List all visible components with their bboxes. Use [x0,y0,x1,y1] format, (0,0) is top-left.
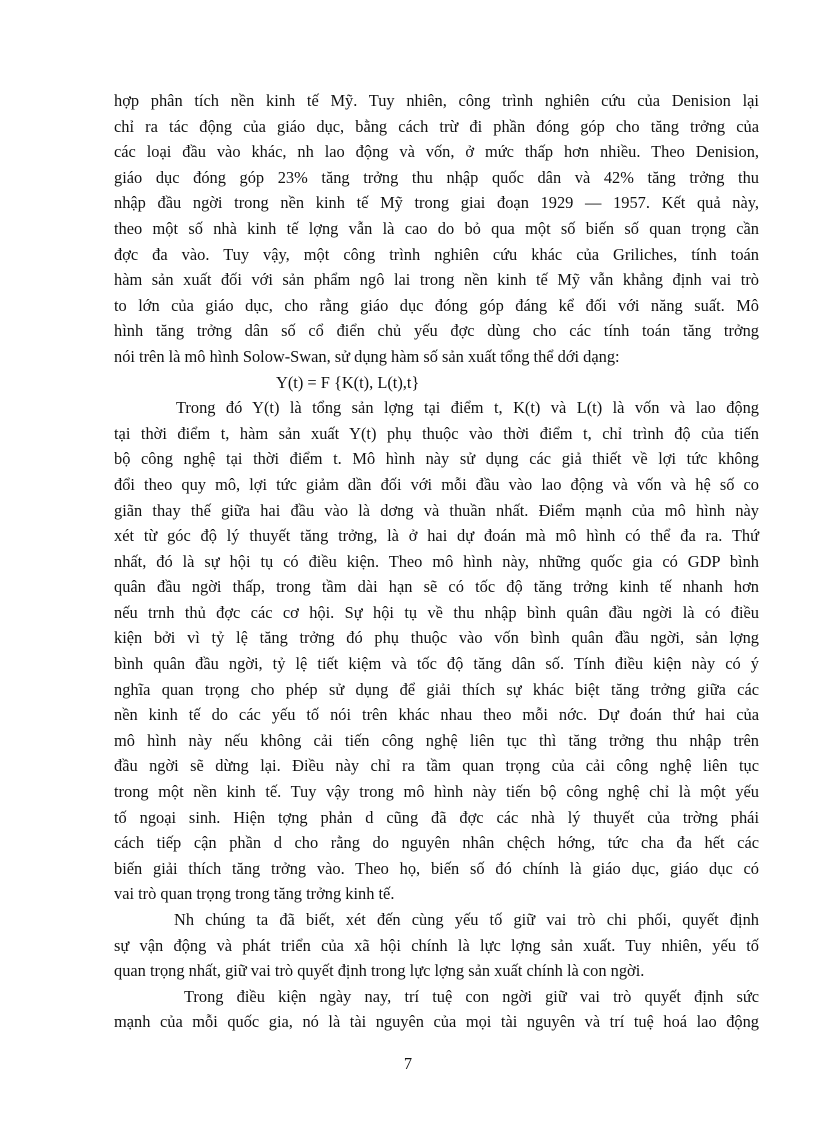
text-line: đầu ngời sẽ dừng lại. Điều này chỉ ra tầm quan trọng của cải công nghệ liên tục [114,756,759,776]
text-line: giãn thay thế giữa hai đầu vào là dơng và thuần nhất. Điểm mạnh của mô hình này [114,500,759,520]
text-line: tố ngoại sinh. Hiện tợng phản d cũng đã đợc các nhà lý thuyết của trờng phái [114,807,759,827]
text-line: nhất, đó là sự hội tụ có điều kiện. Theo mô hình này, những quốc gia có GDP bình [114,551,759,571]
text-line: to lớn của giáo dục, cho rằng giáo dục đóng góp đáng kể đối với năng suất. Mô [114,295,759,315]
text-line: quan trọng nhất, giữ vai trò quyết định trong lực lợng sản xuất chính là con ngời. [114,961,645,981]
text-line: nền kinh tế do các yếu tố nói trên khác nhau theo mỗi nớc. Dự đoán thứ hai của [114,705,759,725]
text-line: các loại đầu vào khác, nh lao động và vốn, ở mức thấp hơn nhiều. Theo Denision, [114,142,759,162]
text-line: nếu trnh thủ đợc các cơ hội. Sự hội tụ về thu nhập bình quân đầu ngời là có điều [114,602,759,622]
text-line: sự vận động và phát triển của xã hội chính là lực lợng sản xuất. Tuy nhiên, yếu tố [114,935,759,955]
text-line: nghĩa quan trọng cho phép sử dụng để giải thích sự khác biệt tăng trởng giữa các [114,679,759,699]
text-line: cách tiếp cận phần d cho rằng do nguyên nhân chệch hớng, tức cha đa hết các [114,833,759,853]
text-line: Trong điều kiện ngày nay, trí tuệ con ngời giữ vai trò quyết định sức [184,986,759,1006]
text-line: quân đầu ngời thấp, trong tầm dài hạn sẽ có tốc độ tăng trởng kinh tế nhanh hơn [114,577,759,597]
text-line: đổi theo quy mô, lợi tức giảm dần đối với mỗi đầu vào lao động và vốn và hệ số co [114,474,759,494]
text-line: hình tăng trởng dân số cổ điển chủ yếu đợc dùng cho các tính toán tăng trởng [114,321,759,341]
text-line: đợc đa vào. Tuy vậy, một công trình nghiên cứu khác của Griliches, tính toán [114,244,759,264]
text-line: mô hình này nếu không cải tiến công nghệ liên tục thì tăng trởng thu nhập trên [114,730,759,750]
text-line: giáo dục đóng góp 23% tăng trởng thu nhập quốc dân và 42% tăng trởng thu [114,167,759,187]
page-number: 7 [403,1054,413,1073]
text-line: xét từ góc độ lý thuyết tăng trởng, là ở hai dự đoán mà mô hình có thể đa ra. Thứ [114,526,759,546]
text-line: Nh chúng ta đã biết, xét đến cùng yếu tố giữ vai trò chi phối, quyết định [174,910,759,929]
body-text [114,88,759,1035]
text-line: mạnh của mỗi quốc gia, nó là tài nguyên của mọi tài nguyên và trí tuệ hoá lao động [114,1012,759,1032]
text-line: Trong đó Y(t) là tổng sản lợng tại điểm t, K(t) và L(t) là vốn và lao động [176,398,759,418]
text-line: kiện bởi vì tỷ lệ tăng trởng đó phụ thuộc vào vốn bình quân đầu ngời, sản lợng [114,628,759,648]
text-line: theo một số nhà kinh tế lợng vẫn là cao do bỏ qua một số biến số quan trọng cần [114,218,759,238]
formula-line: Y(t) = F {K(t), L(t),t} [276,372,420,392]
text-line: tại thời điểm t, hàm sản xuất Y(t) phụ thuộc vào thời điểm t, chỉ trình độ của tiến [114,423,759,443]
text-line: bình quân đầu ngời, tỷ lệ tiết kiệm và tốc độ tăng dân số. Tính điều kiện này có ý [114,654,759,674]
text-line: hợp phân tích nền kinh tế Mỹ. Tuy nhiên, công trình nghiên cứu của Denision lại [114,91,759,110]
text-line: nhập đầu ngời trong nền kinh tế Mỹ trong giai đoạn 1929 — 1957. Kết quả này, [114,193,759,213]
text-line: biến giải thích tăng trởng vào. Theo họ, biến số đó chính là giáo dục, giáo dục có [114,858,759,878]
text-line: trong một nền kinh tế. Tuy vậy trong mô hình này tiến bộ công nghệ chỉ là một yếu [114,782,759,802]
text-line: bộ công nghệ tại thời điểm t. Mô hình này sử dụng các giả thiết về lợi tức không [114,449,759,469]
text-line: hàm sản xuất đối với sản phẩm ngô lai trong nền kinh tế Mỹ vẫn khẳng định vai trò [114,270,759,290]
text-line: chỉ ra tác động của giáo dục, bằng cách trừ đi phần đóng góp cho tăng trởng của [114,116,759,136]
text-line: vai trò quan trọng trong tăng trởng kinh tế. [114,884,395,904]
text-line: nói trên là mô hình Solow-Swan, sử dụng hàm số sản xuất tổng thể dới dạng: [114,346,620,366]
